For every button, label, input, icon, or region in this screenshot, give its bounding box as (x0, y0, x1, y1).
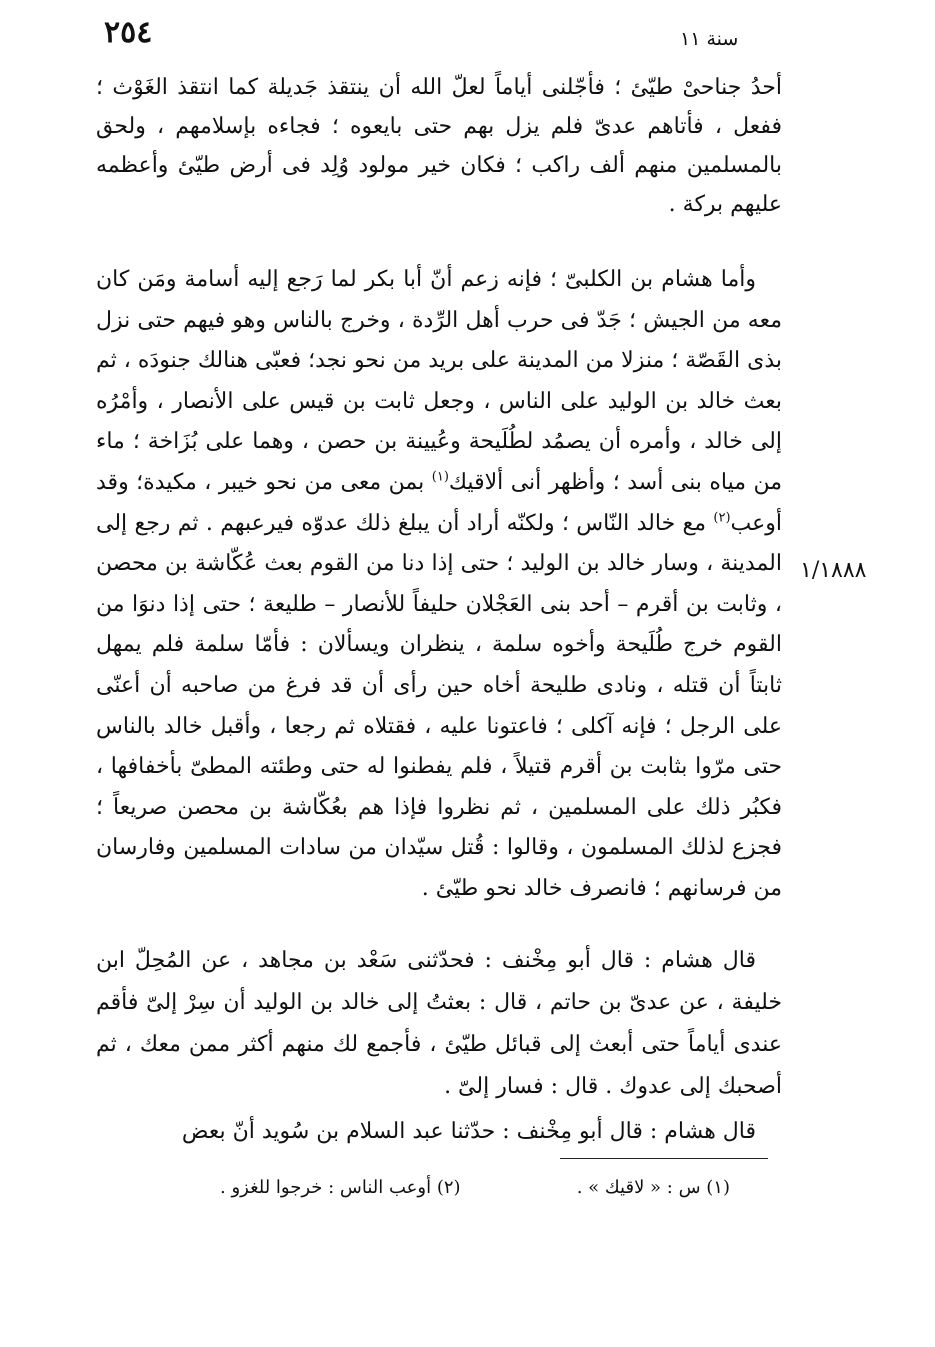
paragraph-2-part-a: وأما هشام بن الكلبىّ ؛ فإنه زعم أنّ أبا بكر لما رَجع إليه أسامة ومَن كان معه من الجيش ؛ جَدّ فى حرب أهل الرِّدة ، وخرج بالناس وهو فيهم حتى نزل بذى القَصّة ؛ منزلا من المدينة على بريد من نحو نجد؛ فعبّى هنالك جنودَه ، ثم بعث خالد بن الوليد على الناس ، وجعل ثابت بن قيس على الأنصار ، وأمْرُه إلى خالد ، وأمره أن يصمُد لطُلَيحة وعُيينة بن حصن ، وهما على بُزَاخة ؛ ماء من مياه بنى أسد ؛ وأظهر أنى ألاقيك (96, 267, 782, 495)
paragraph-1 (96, 68, 782, 224)
footnote-2: (٢) أوعب الناس : خرجوا للغزو . (220, 1177, 461, 1198)
paragraph-2-part-c: مع خالد النّاس ؛ ولكنّه أراد أن يبلغ ذلك عدوّه فيرعبهم . ثم رجع إلى المدينة ، وسار خالد بن الوليد ؛ حتى إذا دنا من القوم بعث عُكّاشة بن محصن ، وثابت بن أقرم – أحد بنى العَجْلان حليفاً للأنصار – طليعة ؛ حتى إذا دنوَا من القوم خرج طُلَيحة وأخوه سلمة ، ينظران ويسألان : فأمّا سلمة فلم يمهل ثابتاً أن قتله ، ونادى طليحة أخاه حين رأى أن قد فرغ من صاحبه أن أعنّى على الرجل ؛ فإنه آكلى ؛ فاعتونا عليه ، فقتلاه ثم رجعا ، وأقبل خالد بالناس حتى مرّوا بثابت بن أقرم قتيلاً ، فلم يفطنوا له حتى وطئته المطىّ بأخفافها ، فكبُر ذلك على المسلمين ، ثم نظروا فإذا هم بعُكّاشة بن محصن صريعاً ؛ فجزع لذلك المسلمون ، وقالوا : قُتل سيّدان من سادات المسلمين وفارسان من فرسانهم ؛ فانصرف خالد نحو طيّئ . (96, 510, 782, 901)
margin-reference: ١/١٨٨٨ (800, 558, 867, 583)
page-number: ٢٥٤ (104, 15, 153, 50)
footnote-marker-2: (٢) (713, 510, 731, 526)
paragraph-4 (96, 1112, 782, 1152)
paragraph-3-text: قال هشام : قال أبو مِخْنف : فحدّثنى سَعْد بن مجاهد ، عن المُحِلّ ابن خليفة ، عن عدىّ بن حاتم ، قال : بعثتُ إلى خالد بن الوليد أن سِرْ إلىّ فأقم عندى أياماً حتى أبعث إلى قبائل طيّئ ، فأجمع لك منهم أكثر ممن معك ، ثم أصحبك إلى عدوك . قال : فسار إلىّ . (96, 948, 782, 1099)
paragraph-3 (96, 940, 782, 1108)
running-head: سنة ١١ (680, 28, 739, 50)
paragraph-2-text (96, 260, 782, 910)
footnote-marker-1: (١) (431, 469, 449, 485)
paragraph-2-part-b: بمن معى من نحو خيبر ، مكيدة؛ وقد أوعب (96, 469, 782, 536)
paragraph-2 (96, 260, 782, 910)
footnotes (220, 1176, 730, 1199)
footnote-divider (560, 1158, 768, 1159)
footnote-1: (١) س : « لاقيك » . (576, 1177, 730, 1198)
paragraph-4-text: قال هشام : قال أبو مِخْنف : حدّثنا عبد السلام بن سُويد أنّ بعض (181, 1119, 756, 1144)
paragraph-1-text: أحدُ جناحىْ طيّئ ؛ فأجّلنى أياماً لعلّ الله أن ينتقذ جَديلة كما انتقذ الغَوْث ؛ ففعل ، فأتاهم عدىّ فلم يزل بهم حتى بايعوه ؛ فجاءه بإسلامهم ، ولحق بالمسلمين منهم ألف راكب ؛ فكان خير مولود وُلِد فى أرض طيّئ وأعظمه عليهم بركة . (96, 75, 782, 217)
